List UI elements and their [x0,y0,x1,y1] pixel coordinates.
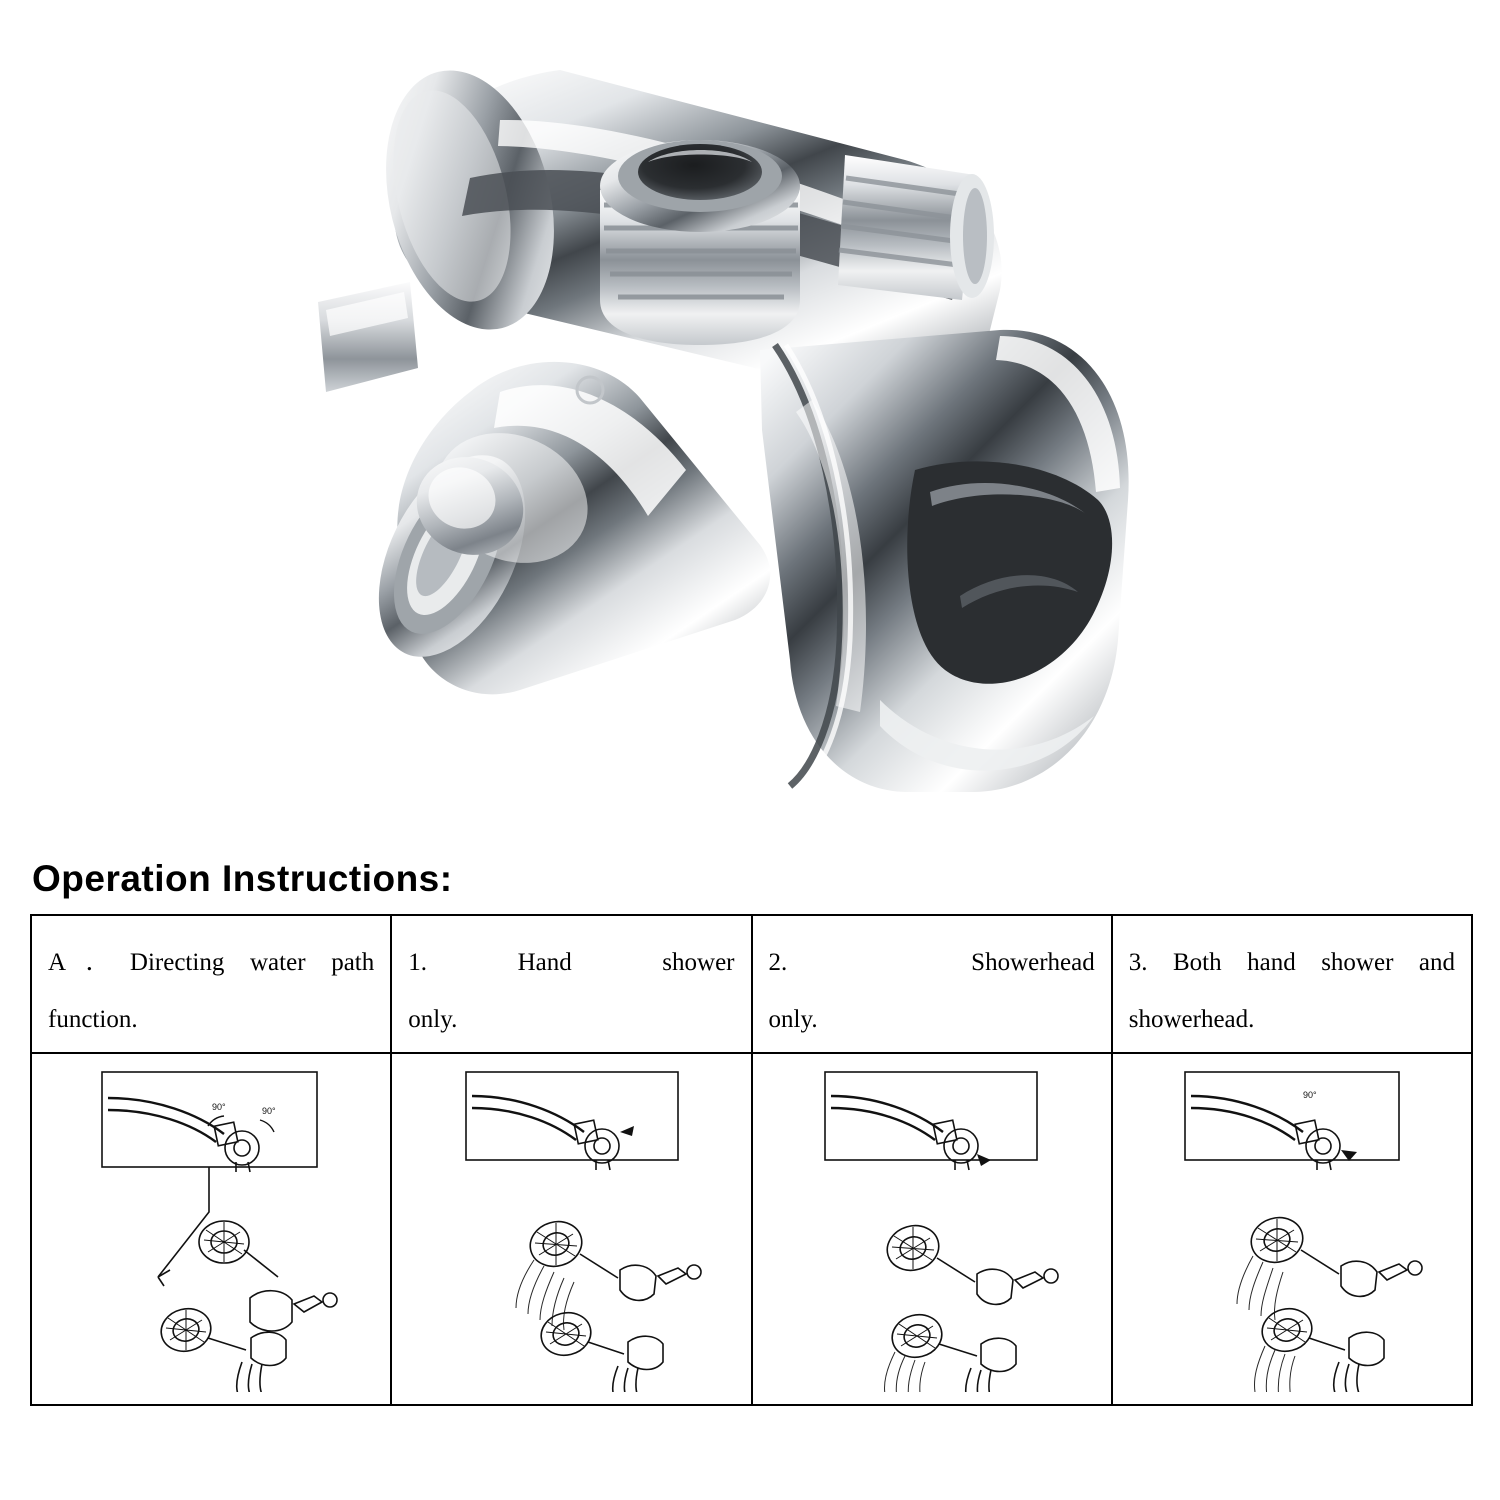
instruction-diagram-cell-a [32,1054,390,1406]
instruction-text-2 [753,916,1111,1054]
svg-text:90°: 90° [1302,1090,1317,1100]
diagram-both-hand-shower-and-showerhead [1127,1062,1457,1392]
instruction-text-2-line1: 2. Showerhead [768,949,1095,976]
instruction-column-2 [753,916,1113,1406]
diagram-hand-shower-only [406,1062,736,1392]
instruction-text-a-line2: function. [48,1006,138,1033]
instruction-column-1 [392,916,752,1406]
diagram-showerhead-only [767,1062,1097,1392]
instruction-text-3 [1113,916,1471,1054]
shower-holder-bracket [760,330,1129,792]
instruction-diagram-cell-1 [392,1054,750,1406]
instruction-text-1 [392,916,750,1054]
instruction-text-2-line2: only. [768,1006,818,1033]
inlet-thread [600,140,800,345]
operation-instructions-section [30,858,1475,1406]
instruction-text-1-line1: 1. Hand shower [408,949,735,976]
instruction-column-3 [1113,916,1473,1406]
instruction-text-3-line1: 3. Both hand shower and [1128,949,1455,976]
hose-connector [349,362,770,694]
instruction-text-3-line2: showerhead. [1128,1006,1255,1033]
instruction-column-a [32,916,392,1406]
side-outlet-thread [838,155,994,300]
instruction-diagram-cell-3 [1113,1054,1471,1406]
diagram-directing-water-path [46,1062,376,1392]
instruction-text-a-line1: A．Directing water path [48,949,375,976]
diverter-lever [318,282,418,392]
svg-text:90°: 90° [212,1102,226,1112]
instruction-diagram-cell-2 [753,1054,1111,1406]
instructions-title: Operation Instructions: [32,858,453,899]
svg-text:90°: 90° [262,1106,276,1116]
instruction-text-1-line2: only. [408,1006,458,1033]
instruction-text-a [32,916,390,1054]
instructions-table [30,914,1473,1406]
